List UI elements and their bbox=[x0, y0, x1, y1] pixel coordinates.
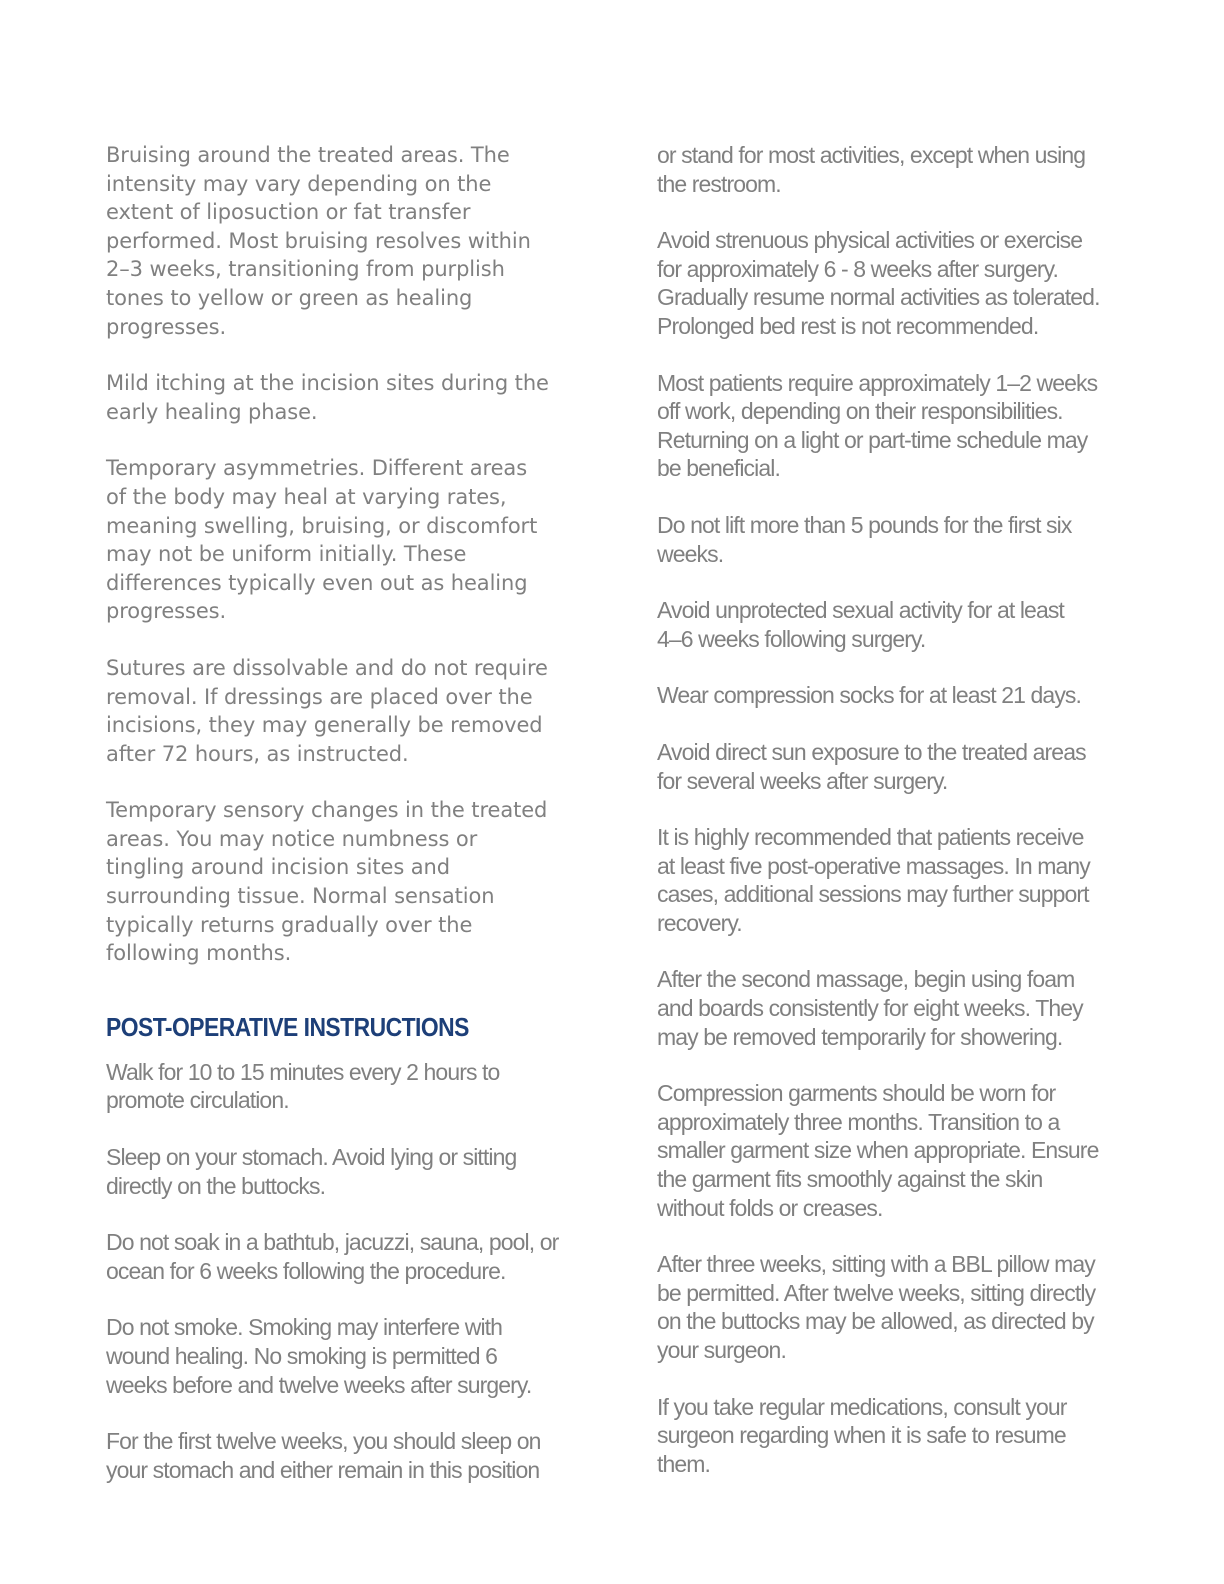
paragraph-bruising: Bruising around the treated areas. The intensity may vary depending on the extent of liposuction or fat transfer performed. Most bruising resolves within 2–3 weeks, transitioning from purplish tones to yellow or green as healing progresses. bbox=[106, 143, 531, 339]
instruction-sexual-activity: Avoid unprotected sexual activity for at least 4–6 weeks following surgery. bbox=[657, 597, 1064, 652]
instruction-compression-garments: Compression garments should be worn for approximately three months. Transition to a smaller garment size when appropriate. Ensure the garment fits smoothly against the skin without folds or creases. bbox=[657, 1080, 1099, 1221]
paragraph-sutures: Sutures are dissolvable and do not require removal. If dressings are placed over the incisions, they may generally be removed after 72 hours, as instructed. bbox=[106, 655, 548, 766]
instruction-no-smoke: Do not smoke. Smoking may interfere with wound healing. No smoking is permitted 6 weeks before and twelve weeks after surgery. bbox=[106, 1314, 532, 1398]
instruction-walk: Walk for 10 to 15 minutes every 2 hours to promote circulation. bbox=[106, 1058, 500, 1114]
instruction-stand-continued: or stand for most activities, except when using the restroom. bbox=[657, 142, 1086, 197]
right-column bbox=[657, 141, 1117, 1506]
instruction-sleep-position: For the first twelve weeks, you should sleep on your stomach and either remain in this position bbox=[106, 1428, 541, 1483]
instruction-no-lifting: Do not lift more than 5 pounds for the first six weeks. bbox=[657, 511, 1072, 567]
instruction-sun-exposure: Avoid direct sun exposure to the treated areas for several weeks after surgery. bbox=[657, 738, 1086, 794]
instruction-bbl-pillow: After three weeks, sitting with a BBL pillow may be permitted. After twelve weeks, sitting directly on the buttocks may be allowed, as directed by your surgeon. bbox=[657, 1251, 1096, 1363]
instruction-time-off-work: Most patients require approximately 1–2 weeks off work, depending on their responsibilities. Returning on a light or part-time schedule may be beneficial. bbox=[657, 369, 1098, 482]
instruction-compression-socks: Wear compression socks for at least 21 days. bbox=[657, 682, 1082, 709]
paragraph-sensory-changes: Temporary sensory changes in the treated areas. You may notice numbness or tingling around incision sites and surrounding tissue. Normal sensation typically returns gradually over the following months. bbox=[106, 798, 548, 966]
instruction-no-soak: Do not soak in a bathtub, jacuzzi, sauna, pool, or ocean for 6 weeks following the procedure. bbox=[106, 1229, 559, 1284]
paragraph-itching: Mild itching at the incision sites during the early healing phase. bbox=[106, 371, 549, 424]
instruction-massages: It is highly recommended that patients receive at least five post-operative massages. In many cases, additional sessions may further support recovery. bbox=[657, 824, 1090, 936]
left-column bbox=[106, 141, 566, 1512]
instruction-avoid-exercise: Avoid strenuous physical activities or exercise for approximately 6 - 8 weeks after surgery. Gradually resume normal activities as tolerated. Prolonged bed rest is not recommended. bbox=[657, 227, 1100, 339]
paragraph-asymmetries: Temporary asymmetries. Different areas of the body may heal at varying rates, meaning swelling, bruising, or discomfort may not be uniform initially. These differences typically even out as healing progresses. bbox=[106, 456, 538, 624]
instruction-sleep: Sleep on your stomach. Avoid lying or sitting directly on the buttocks. bbox=[106, 1144, 517, 1199]
instruction-medications: If you take regular medications, consult your surgeon regarding when it is safe to resume them. bbox=[657, 1393, 1067, 1477]
section-heading-post-operative: POST-OPERATIVE INSTRUCTIONS bbox=[106, 1011, 469, 1042]
instruction-foam-boards: After the second massage, begin using foam and boards consistently for eight weeks. They may be removed temporarily for showering. bbox=[657, 966, 1083, 1050]
